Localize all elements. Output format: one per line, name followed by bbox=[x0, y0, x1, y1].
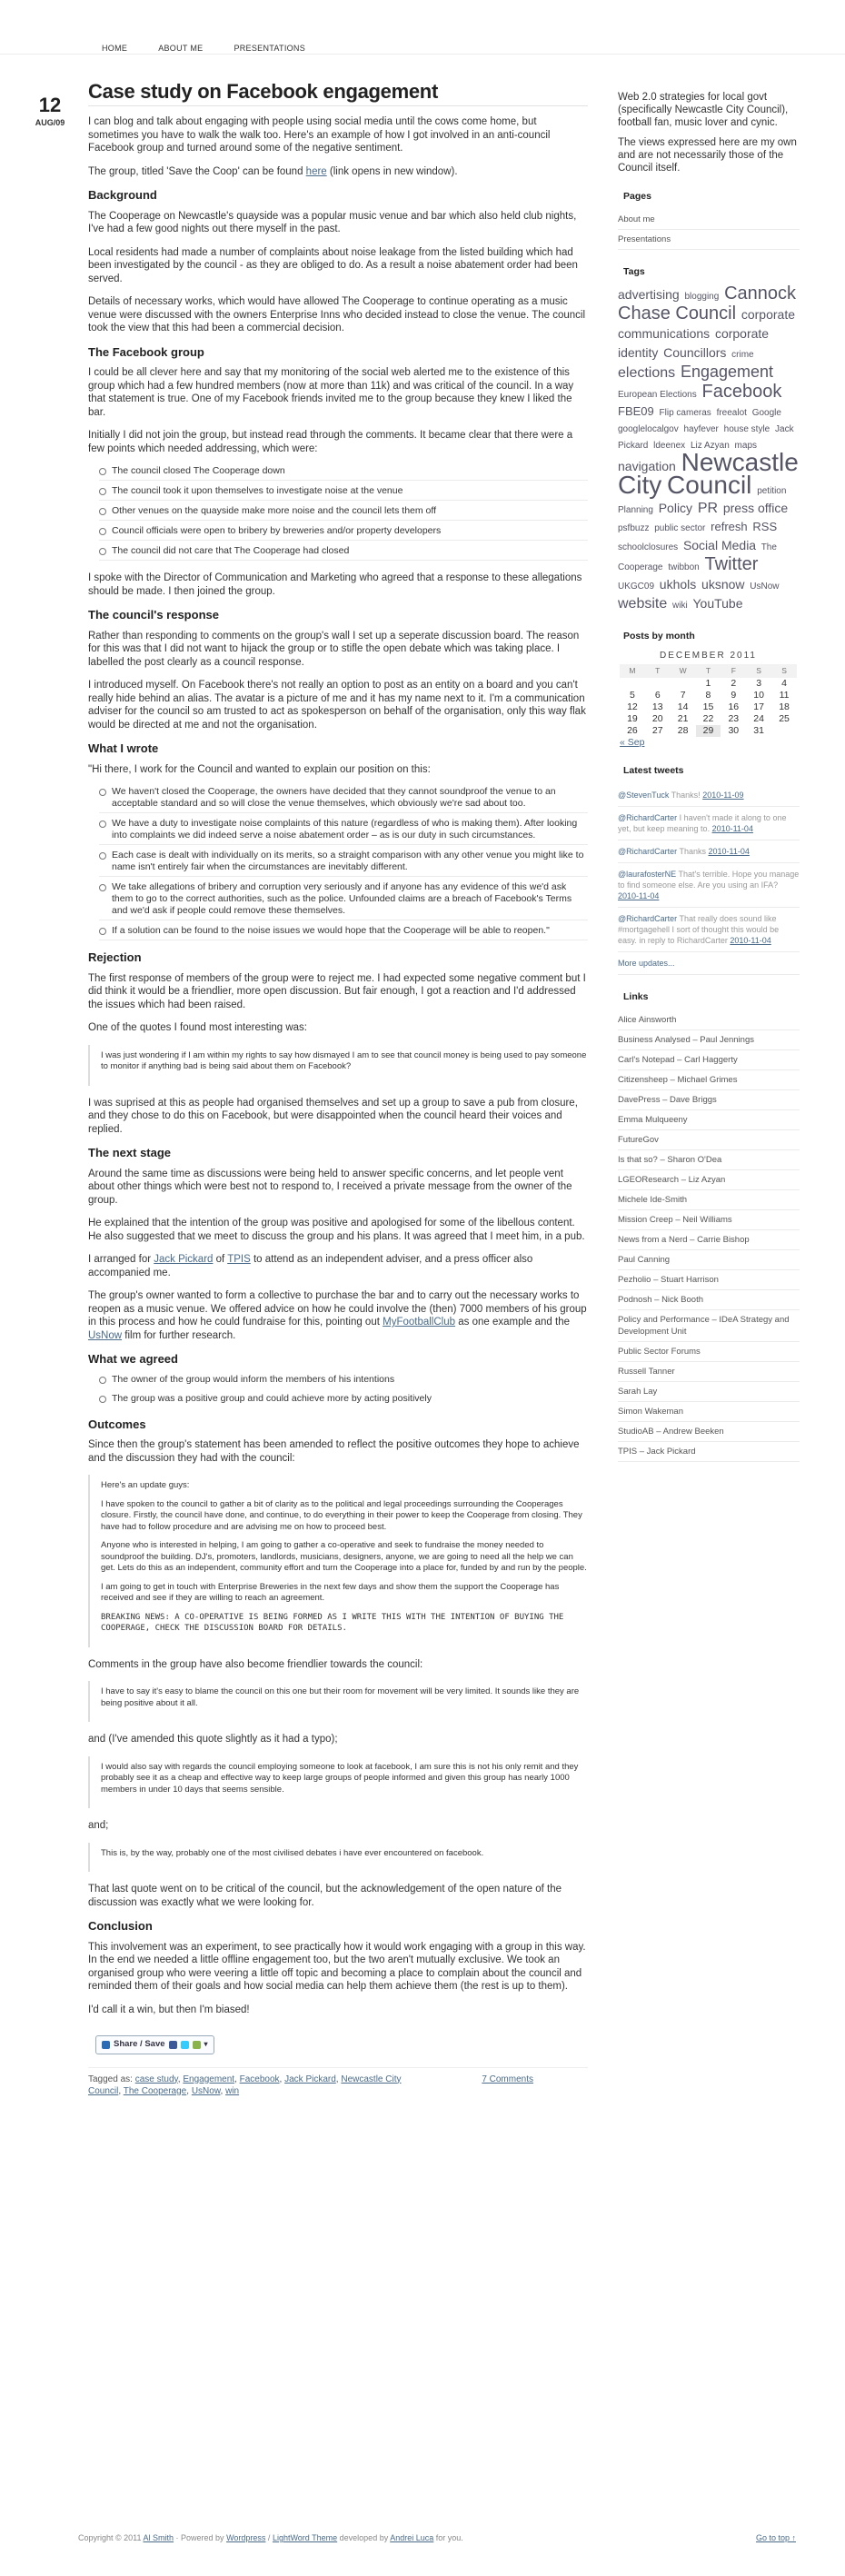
tag-cloud-item[interactable]: freealot bbox=[716, 408, 747, 418]
quote-text: This is, by the way, probably one of the most civilised debates i have ever encountered on facebook. bbox=[101, 1847, 484, 1858]
quote-text: I was just wondering if I am within my rights to say how dismayed I am to see that council money is being used to pay someone to monitor if anything bad is being said about them on Facebook? bbox=[101, 1049, 587, 1071]
list-item: The council closed The Cooperage down bbox=[99, 465, 588, 481]
tag-link[interactable]: The Cooperage bbox=[123, 2085, 187, 2096]
group-link[interactable]: here bbox=[305, 165, 327, 177]
tagged-label: Tagged as: bbox=[88, 2074, 133, 2084]
paragraph bbox=[88, 1289, 588, 1342]
tag-cloud-item[interactable]: twibbon bbox=[668, 562, 700, 572]
blogroll-link[interactable]: Policy and Performance – IDeA Strategy and Development Unit bbox=[618, 1310, 800, 1342]
list-item: Council officials were open to bribery by breweries and/or property developers bbox=[99, 525, 588, 541]
calendar-day: 7 bbox=[680, 690, 686, 701]
calendar-table bbox=[620, 664, 797, 737]
paragraph: I introduced myself. On Facebook there's not really an option to post as an entity on a board and you can't really hide behind an alias. The avatar is a picture of me and it has my name next to it. I'm a communication adviser for the council so am trusted to act as spokesperson on behalf of the organisation, only this way flak would be directed at me and not the organisation. bbox=[88, 680, 586, 731]
paragraph: The first response of members of the group were to reject me. I had expected some negative comment but I did think it would be a friendlier, more open discussion. But fair enough, I got a reaction and I'd addressed the issues which had been raised. bbox=[88, 972, 586, 1010]
tweet-user-link[interactable]: @RichardCarter bbox=[618, 813, 678, 822]
tag-cloud-item[interactable]: ukhols bbox=[659, 577, 697, 592]
blogroll-link[interactable]: Simon Wakeman bbox=[618, 1402, 800, 1422]
twitter-icon bbox=[181, 2041, 189, 2049]
text: The group, titled 'Save the Coop' can be found bbox=[88, 165, 306, 177]
tag-cloud-item[interactable]: FBE09 bbox=[618, 404, 654, 418]
paragraph: One of the quotes I found most interesting was: bbox=[88, 1022, 308, 1033]
calendar-week bbox=[620, 678, 797, 690]
blogroll-link[interactable]: Podnosh – Nick Booth bbox=[618, 1290, 800, 1310]
list-item: The council did not care that The Cooperage had closed bbox=[99, 545, 588, 561]
calendar-week bbox=[620, 713, 797, 725]
paragraph bbox=[88, 1253, 588, 1279]
calendar-day: 3 bbox=[756, 678, 762, 689]
paragraph: I spoke with the Director of Communication and Marketing who agreed that a response to these allegations should be made. I then joined the group. bbox=[88, 572, 582, 597]
paragraph: Since then the group's statement has been amended to reflect the positive outcomes they hope to achieve and the discussion they had with the council: bbox=[88, 1439, 580, 1464]
blogroll-link[interactable]: Public Sector Forums bbox=[618, 1342, 800, 1362]
pages-list bbox=[618, 210, 800, 250]
calendar-day bbox=[620, 678, 645, 690]
tag-cloud-item[interactable]: house style bbox=[723, 424, 770, 434]
section-heading: The next stage bbox=[88, 1146, 172, 1159]
calendar-day: 24 bbox=[753, 713, 764, 724]
section-heading: Outcomes bbox=[88, 1417, 146, 1431]
tag-link[interactable]: Newcastle City Council bbox=[88, 2074, 402, 2096]
tag-cloud-item[interactable]: Cooperage bbox=[618, 562, 663, 572]
calendar-day: 29 bbox=[696, 725, 721, 737]
calendar-caption: DECEMBER 2011 bbox=[660, 651, 757, 661]
calendar-week bbox=[620, 725, 797, 737]
tweet-item bbox=[618, 908, 800, 952]
blockquote bbox=[88, 1843, 588, 1873]
text: / bbox=[265, 2533, 273, 2542]
calendar-week bbox=[620, 701, 797, 713]
calendar-day: 16 bbox=[728, 701, 740, 712]
calendar-day-header: S bbox=[771, 664, 797, 678]
tag-cloud-item[interactable]: Cannock bbox=[724, 283, 797, 303]
tweet-item bbox=[618, 784, 800, 807]
calendar-day: 5 bbox=[630, 690, 635, 701]
tag-cloud-item[interactable]: Twitter bbox=[704, 554, 759, 574]
calendar-day: 28 bbox=[677, 725, 689, 736]
calendar-day: 4 bbox=[781, 678, 787, 689]
tag-cloud-item[interactable]: PR bbox=[697, 501, 719, 516]
tag-cloud-item[interactable]: UsNow bbox=[750, 582, 780, 592]
tag-cloud-item[interactable]: RSS bbox=[752, 520, 778, 533]
calendar-day: 1 bbox=[705, 678, 711, 689]
calendar-week bbox=[620, 690, 797, 701]
tag-cloud-item[interactable]: public sector bbox=[654, 523, 706, 533]
tag-cloud-item[interactable]: Facebook bbox=[701, 382, 782, 402]
tweet-date-link[interactable]: 2010-11-04 bbox=[711, 824, 753, 833]
tag-cloud-item[interactable]: YouTube bbox=[692, 596, 743, 611]
calendar-day: 14 bbox=[677, 701, 689, 712]
calendar-day bbox=[645, 678, 671, 690]
tag-cloud-item[interactable]: communications bbox=[618, 326, 711, 341]
tweet-date-link[interactable]: 2010-11-09 bbox=[702, 791, 744, 800]
text: to attend as an independent adviser, and a press officer also accompanied me. bbox=[88, 1254, 533, 1278]
tag-cloud-item[interactable]: Social Media bbox=[682, 538, 757, 552]
blogroll-link[interactable]: Mission Creep – Neil Williams bbox=[618, 1210, 800, 1230]
blogroll-link[interactable]: StudioAB – Andrew Beeken bbox=[618, 1422, 800, 1442]
paragraph: This involvement was an experiment, to see practically how it would work engaging with a group in this way. In the end we needed a little offline engagement too, but the two aren't mutually exclusive. We took an organised group who were veering a little off topic and becoming a place to complain about the council and reminded them of their goals and how social media can help them achieve them (the rest is up to them). bbox=[88, 1941, 586, 1992]
list-item: We have a duty to investigate noise complaints of this nature (regardless of who is making them). After looking into complaints we did indeed serve a noise abatement order – as is our duty in such circumstances. bbox=[99, 818, 588, 845]
quote-text: Here's an update guys: bbox=[101, 1480, 190, 1490]
tag-link[interactable]: Engagement bbox=[183, 2074, 235, 2084]
blogroll-link[interactable]: Emma Mulqueeny bbox=[618, 1110, 800, 1130]
calendar-day bbox=[671, 678, 696, 690]
calendar-prev-link[interactable]: « Sep bbox=[620, 737, 645, 748]
tweet-text: Thanks! bbox=[669, 791, 703, 800]
page-link-presentations[interactable]: Presentations bbox=[618, 230, 800, 250]
tag-cloud-item[interactable]: navigation bbox=[618, 459, 676, 473]
calendar-day: 6 bbox=[654, 690, 661, 701]
footer bbox=[78, 2533, 796, 2542]
sidebar bbox=[618, 91, 800, 1462]
section-heading: The Facebook group bbox=[88, 344, 204, 359]
facebook-icon bbox=[169, 2041, 177, 2049]
calendar-day: 8 bbox=[705, 690, 711, 701]
top-navigation bbox=[0, 0, 845, 55]
tag-cloud-item[interactable]: Google bbox=[751, 408, 781, 418]
tweet-text: I haven't made it along to one yet, but keep meaning to. bbox=[618, 813, 787, 833]
blogroll-link[interactable]: LGEOResearch – Liz Azyan bbox=[618, 1170, 800, 1190]
blogroll-link[interactable]: Sarah Lay bbox=[618, 1382, 800, 1402]
latest-tweets-heading: Latest tweets bbox=[623, 765, 684, 776]
myfootballclub-link[interactable]: MyFootballClub bbox=[383, 1317, 456, 1328]
calendar-day: 13 bbox=[651, 701, 663, 712]
tag-cloud-item[interactable]: ldeenex bbox=[653, 441, 686, 451]
post-title[interactable]: Case study on Facebook engagement bbox=[88, 80, 588, 106]
tweet-user-link[interactable]: @StevenTuck bbox=[618, 791, 670, 800]
blockquote bbox=[88, 1756, 588, 1809]
tag-cloud-item[interactable]: Planning bbox=[618, 505, 653, 515]
text: I arranged for bbox=[88, 1254, 154, 1265]
tag-cloud-item[interactable]: Chase Council bbox=[618, 303, 737, 323]
author-link[interactable]: Al Smith bbox=[143, 2533, 174, 2542]
calendar-day-header: M bbox=[620, 664, 645, 678]
post-month: AUG/09 bbox=[35, 118, 65, 127]
text: developed by bbox=[337, 2533, 391, 2542]
tweet-date-link[interactable]: 2010-11-04 bbox=[708, 847, 750, 856]
blogroll-link[interactable]: Citizensheep – Michael Grimes bbox=[618, 1070, 800, 1090]
calendar-day: 9 bbox=[731, 690, 737, 701]
nav-about-me[interactable]: ABOUT ME bbox=[158, 44, 204, 53]
calendar-day: 20 bbox=[651, 713, 663, 724]
calendar-day-header: T bbox=[645, 664, 671, 678]
quote-text: I would also say with regards the council employing someone to look at facebook, I am sure this is not his only remit and they probably see it as a cheap and effective way to keep large groups of people informed and given this group has nearly 1000 members in under 10 days that seems sensible. bbox=[101, 1761, 579, 1795]
bookmark-icon bbox=[193, 2041, 201, 2049]
tweet-text: That's terrible. Hope you manage to find someone else. Are you using an IFA? bbox=[618, 870, 800, 890]
tag-link[interactable]: UsNow bbox=[191, 2085, 221, 2096]
tag-cloud-item[interactable]: Policy bbox=[658, 501, 693, 515]
tpis-link[interactable]: TPIS bbox=[227, 1254, 251, 1265]
blockquote bbox=[88, 1045, 588, 1086]
list-item: We take allegations of bribery and corruption very seriously and if anyone has any evidence of this we'd ask them to go to the correct authorities, such as the police. Unfounded claims are a breach of Facebook's Terms and we'd ask if people could remove these themselves. bbox=[99, 881, 588, 920]
tag-cloud-item[interactable]: press office bbox=[722, 501, 789, 515]
blogroll-link[interactable]: Carl's Notepad – Carl Haggerty bbox=[618, 1050, 800, 1070]
text: film for further research. bbox=[122, 1329, 236, 1341]
blogroll-link[interactable]: Russell Tanner bbox=[618, 1362, 800, 1382]
calendar-day: 22 bbox=[702, 713, 714, 724]
tag-link[interactable]: case study bbox=[134, 2074, 178, 2084]
tag-cloud-item[interactable]: corporate bbox=[714, 326, 770, 341]
posts-by-month-heading: Posts by month bbox=[623, 631, 695, 642]
tag-cloud-item[interactable]: corporate bbox=[741, 307, 796, 322]
more-updates-link[interactable]: More updates... bbox=[618, 952, 800, 975]
tag-cloud-item[interactable]: website bbox=[618, 596, 668, 612]
calendar-day: 12 bbox=[627, 701, 638, 712]
list-item: If a solution can be found to the noise issues we would hope that the Cooperage will be able to reopen." bbox=[99, 925, 588, 940]
tag-cloud-item[interactable]: maps bbox=[734, 441, 757, 451]
agreed-list bbox=[99, 1374, 588, 1407]
paragraph: I could be all clever here and say that my monitoring of the social web alerted me to the existence of this group which had a few hundred members (now at more than 11k) and was critical of the council. In a way that statement is true. One of my Facebook friends invited me to the group because they knew I liked the bar. bbox=[88, 367, 574, 418]
points-list bbox=[99, 465, 588, 561]
tag-cloud-item[interactable]: The bbox=[760, 542, 777, 552]
calendar-day: 10 bbox=[753, 690, 764, 701]
update-blockquote bbox=[88, 1475, 588, 1647]
wrote-list bbox=[99, 786, 588, 940]
tag-link[interactable]: Facebook bbox=[239, 2074, 280, 2084]
paragraph: Rather than responding to comments on the group's wall I set up a seperate discussion board. The reason for this was that I did not want to hijack the group or to stifle the open debate which was taking place. I labelled the post clearly as a council response. bbox=[88, 630, 580, 668]
tag-cloud-item[interactable]: refresh bbox=[711, 520, 748, 533]
list-item: The council took it upon themselves to investigate noise at the venue bbox=[99, 485, 588, 501]
tag-cloud-item[interactable]: crime bbox=[731, 350, 754, 360]
blogroll-link[interactable]: News from a Nerd – Carrie Bishop bbox=[618, 1230, 800, 1250]
section-heading: The council's response bbox=[88, 608, 219, 622]
comments-link[interactable]: 7 Comments bbox=[482, 2074, 533, 2084]
tag-cloud bbox=[618, 285, 800, 614]
section-heading: Rejection bbox=[88, 950, 142, 964]
text: as one example and the bbox=[455, 1317, 570, 1328]
list-item: Each case is dealt with individually on its merits, so a straight comparison with any other venue you might like to name isn't entirely fair when the circumstances are inevitably different. bbox=[99, 850, 588, 877]
calendar-day-header: S bbox=[746, 664, 771, 678]
tag-cloud-item[interactable]: petition bbox=[757, 486, 787, 496]
calendar-day-header: F bbox=[721, 664, 746, 678]
tag-cloud-item[interactable]: wiki bbox=[672, 601, 688, 611]
text: of bbox=[213, 1254, 228, 1265]
text: (link opens in new window). bbox=[326, 165, 458, 177]
paragraph: "Hi there, I work for the Council and wanted to explain our position on this: bbox=[88, 763, 431, 775]
calendar-day: 23 bbox=[728, 713, 740, 724]
tweet-text: That really does sound like #mortgagehell I sort of thought this would be easy. in reply to RichardCarter bbox=[618, 914, 780, 945]
blogroll-link[interactable]: TPIS – Jack Pickard bbox=[618, 1442, 800, 1462]
tag-cloud-item[interactable]: Jack Pickard bbox=[618, 424, 794, 451]
wordpress-link[interactable]: Wordpress bbox=[226, 2533, 266, 2542]
blogroll-link[interactable]: Pezholio – Stuart Harrison bbox=[618, 1270, 800, 1290]
paragraph: Details of necessary works, which would have allowed The Cooperage to continue operating as a music venue were discussed with the owners Enterprise Inns who decided instead to close the venue. The council took the view that this had been a commercial decision. bbox=[88, 296, 585, 333]
tweet-text: Thanks bbox=[677, 847, 709, 856]
blogroll-link[interactable]: FutureGov bbox=[618, 1130, 800, 1150]
tag-cloud-item[interactable]: hayfever bbox=[683, 424, 719, 434]
sidebar-intro: Web 2.0 strategies for local govt (specifically Newcastle City Council), football fan, music lover and cynic. bbox=[618, 92, 789, 128]
links-heading: Links bbox=[623, 991, 649, 1002]
calendar-day: 15 bbox=[702, 701, 714, 712]
calendar-day: 31 bbox=[753, 725, 764, 736]
quote-text: I am going to get in touch with Enterprise Breweries in the next few days and show them the support the Cooperage has received and see if they are willing to reach an agreement. bbox=[101, 1581, 560, 1603]
paragraph: I'd call it a win, but then I'm biased! bbox=[88, 2004, 250, 2015]
calendar-day-header: T bbox=[696, 664, 721, 678]
links-list bbox=[618, 1010, 800, 1462]
tag-cloud-item[interactable]: uksnow bbox=[701, 577, 745, 592]
share-icon bbox=[102, 2041, 110, 2049]
tweet-date-link[interactable]: 2010-11-04 bbox=[730, 936, 771, 945]
blockquote bbox=[88, 1681, 588, 1722]
calendar-day: 25 bbox=[779, 713, 790, 724]
text: The group's owner wanted to form a collective to purchase the bar and to carry out the necessary works to reopen as a music venue. We offered advice on how he could involve the (then) 7000 members of his group in this process and how he could fundraise for this, pointing out bbox=[88, 1290, 587, 1328]
tag-cloud-item[interactable]: advertising bbox=[618, 287, 680, 302]
calendar-day: 26 bbox=[627, 725, 638, 736]
tag-cloud-item[interactable]: identity bbox=[618, 345, 659, 360]
go-to-top-link[interactable]: Go to top ↑ bbox=[755, 2533, 796, 2542]
tag-cloud-item[interactable]: Liz Azyan bbox=[690, 441, 730, 451]
paragraph: Initially I did not join the group, but instead read through the comments. It became clear that there were a few points which needed addressing, which were: bbox=[88, 430, 573, 454]
list-item: We haven't closed the Cooperage, the owners have decided that they cannot soundproof the venue to an acceptable standard and so will close the venue themselves, which obviously we're sad about too. bbox=[99, 786, 588, 813]
jack-pickard-link[interactable]: Jack Pickard bbox=[154, 1254, 214, 1265]
share-label: Share / Save bbox=[114, 2039, 165, 2049]
text: · Powered by bbox=[174, 2533, 227, 2542]
developer-link[interactable]: Andrei Luca bbox=[390, 2533, 434, 2542]
section-heading: What we agreed bbox=[88, 1352, 178, 1366]
calendar-day bbox=[771, 725, 797, 737]
tweets-list bbox=[618, 784, 800, 952]
calendar-day: 11 bbox=[779, 690, 790, 701]
paragraph: I can blog and talk about engaging with people using social media until the cows come home, but sometimes you have to walk the walk too. Here's an example of how I got involved in an anti-council Facebook group and turned around some of the negative sentiment. bbox=[88, 116, 551, 154]
paragraph: That last quote went on to be critical of the council, but the acknowledgement of the open nature of the discussion was exactly what we were looking for. bbox=[88, 1884, 562, 1908]
calendar-day: 2 bbox=[731, 678, 737, 689]
post-tags bbox=[88, 2067, 588, 2097]
tag-link[interactable]: win bbox=[225, 2085, 240, 2096]
tag-cloud-item[interactable]: googlelocalgov bbox=[618, 424, 679, 434]
tag-cloud-item[interactable]: Councillors bbox=[663, 345, 727, 360]
pages-heading: Pages bbox=[623, 191, 651, 202]
sidebar-disclaimer: The views expressed here are my own and are not necessarily those of the Council itself. bbox=[618, 137, 797, 174]
calendar-day-header: W bbox=[671, 664, 696, 678]
footer-credits bbox=[78, 2533, 463, 2542]
page-link-about[interactable]: About me bbox=[618, 210, 800, 230]
nav-presentations[interactable]: PRESENTATIONS bbox=[234, 44, 306, 53]
tag-list: Tagged as: case study, Engagement, Facebook, Jack Pickard, Newcastle City Council, The Cooperage, UsNow, win bbox=[88, 2074, 402, 2096]
blogroll-link[interactable]: Business Analysed – Paul Jennings bbox=[618, 1030, 800, 1050]
tag-cloud-item[interactable]: European Elections bbox=[618, 390, 697, 400]
tags-heading: Tags bbox=[623, 266, 645, 277]
calendar-day: 21 bbox=[677, 713, 689, 724]
theme-link[interactable]: LightWord Theme bbox=[272, 2533, 338, 2542]
section-heading: What I wrote bbox=[88, 741, 159, 755]
tag-cloud-item[interactable]: Flip cameras bbox=[659, 408, 711, 418]
blogroll-link[interactable]: Paul Canning bbox=[618, 1250, 800, 1270]
paragraph: and; bbox=[88, 1820, 109, 1831]
text: for you. bbox=[433, 2533, 463, 2542]
quote-text: Anyone who is interested in helping, I am going to gather a co-operative and seek to fundraise the money needed to soundproof the building. DJ's, promoters, landlords, musicians, designers, anyone, we are going to need all the help we can get. Lets do this as an independent, community effort and turn the Cooperage into a place for, funded by and run by the people. bbox=[101, 1540, 587, 1573]
chevron-down-icon: ▾ bbox=[204, 2040, 208, 2048]
tweet-date-link[interactable]: 2010-11-04 bbox=[618, 891, 660, 900]
tag-cloud-item[interactable]: Engagement bbox=[680, 363, 774, 381]
paragraph: Around the same time as discussions were being held to answer specific concerns, and let people vent about other things which were best not to respond to, I received a private message from the owner of the group. bbox=[88, 1168, 572, 1206]
tweet-item bbox=[618, 840, 800, 863]
calendar-day: 19 bbox=[627, 713, 638, 724]
quote-text: I have to say it's easy to blame the council on this one but their room for movement will be very limited. It sounds like they are being positive about it all. bbox=[101, 1686, 580, 1708]
usnow-link[interactable]: UsNow bbox=[88, 1329, 123, 1341]
calendar-day: 27 bbox=[651, 725, 663, 736]
list-item: Other venues on the quayside make more noise and the council lets them off bbox=[99, 505, 588, 521]
tag-link[interactable]: Jack Pickard bbox=[284, 2074, 336, 2084]
post-content bbox=[88, 80, 588, 2097]
blogroll-link[interactable]: Is that so? – Sharon O'Dea bbox=[618, 1150, 800, 1170]
calendar-day: 17 bbox=[753, 701, 764, 712]
tweet-user-link[interactable]: @RichardCarter bbox=[618, 847, 678, 856]
tag-cloud-item[interactable]: schoolclosures bbox=[618, 542, 679, 552]
quote-text: I have spoken to the council to gather a bit of clarity as to the political and legal proceedings surrounding the Cooperages closure. Firstly, the council have done, and continue, to do everything in their power to keep the Cooperage from closing. They have had to follow procedure and are advising me on how to proceed best. bbox=[101, 1498, 582, 1532]
paragraph: and (I've amended this quote slightly as it had a typo); bbox=[88, 1734, 338, 1745]
blogroll-link[interactable]: DavePress – Dave Briggs bbox=[618, 1090, 800, 1110]
section-heading: Conclusion bbox=[88, 1919, 153, 1933]
tweet-item bbox=[618, 863, 800, 908]
text: Copyright © 2011 bbox=[78, 2533, 144, 2542]
post-day: 12 bbox=[38, 94, 62, 116]
nav-home[interactable]: HOME bbox=[102, 44, 128, 53]
paragraph: The Cooperage on Newcastle's quayside was a popular music venue and bar which also held club nights, I've had a few good nights out there myself in the past. bbox=[88, 210, 577, 234]
calendar bbox=[620, 650, 797, 749]
paragraph: Local residents had made a number of complaints about noise leakage from the listed building which had been investigated by the council - as they are obliged to do. As a result a noise abatement order had been served. bbox=[88, 246, 578, 284]
tag-cloud-item[interactable]: blogging bbox=[684, 292, 720, 302]
section-heading: Background bbox=[88, 188, 157, 202]
tag-cloud-item[interactable]: psfbuzz bbox=[618, 523, 650, 533]
calendar-day: 30 bbox=[728, 725, 740, 736]
paragraph bbox=[88, 165, 588, 179]
tag-cloud-item[interactable]: Council bbox=[667, 471, 752, 499]
tag-cloud-item[interactable]: elections bbox=[618, 365, 676, 381]
list-item: The owner of the group would inform the members of his intentions bbox=[99, 1374, 588, 1388]
share-save-button[interactable] bbox=[95, 2035, 214, 2054]
tweet-item bbox=[618, 807, 800, 840]
paragraph: He explained that the intention of the group was positive and apologised for some of the libellous content. He also suggested that we meet to discuss the group and his plans. It was agreed that I meet him, in a pub. bbox=[88, 1218, 585, 1242]
paragraph: I was suprised at this as people had organised themselves and set up a group to save a pub from closure, and they chose to do this on Facebook, but were disappointed when the council heard their voices and replied. bbox=[88, 1097, 578, 1135]
post-date bbox=[27, 94, 73, 127]
paragraph: Comments in the group have also become friendlier towards the council: bbox=[88, 1658, 423, 1670]
calendar-day: 18 bbox=[779, 701, 790, 712]
blogroll-link[interactable]: Michele Ide-Smith bbox=[618, 1190, 800, 1210]
blogroll-link[interactable]: Alice Ainsworth bbox=[618, 1010, 800, 1030]
tag-cloud-item[interactable]: UKGC09 bbox=[618, 582, 655, 592]
tag-cloud-item[interactable]: Newcastle City bbox=[618, 448, 799, 499]
tweet-user-link[interactable]: @laurafosterNE bbox=[618, 870, 677, 879]
list-item: The group was a positive group and could achieve more by acting positively bbox=[99, 1393, 588, 1407]
quote-text: BREAKING NEWS: A CO-OPERATIVE IS BEING FORMED AS I WRITE THIS WITH THE INTENTION OF BUYING THE COOPERAGE, CHECK THE DISCUSSION BOARD FOR DETAILS. bbox=[101, 1612, 564, 1633]
tweet-user-link[interactable]: @RichardCarter bbox=[618, 914, 678, 923]
